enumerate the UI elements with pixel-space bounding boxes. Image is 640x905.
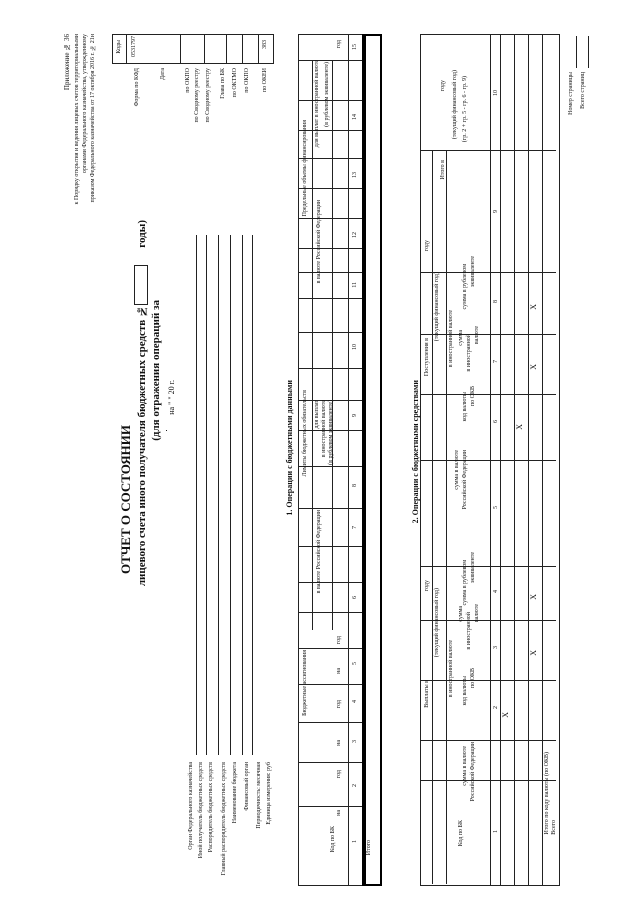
org-field-periodicity: Периодичность: месячная (256, 762, 262, 829)
s1-col-num-11: 11 (352, 282, 358, 288)
org-field-budget: Наименование бюджета (232, 762, 238, 824)
s2-receipts-1: Поступления в (424, 338, 430, 377)
s2-col-num-3: 3 (493, 646, 499, 649)
s2-fx-code-r-2: по ОКВ (470, 386, 476, 407)
s2-total-col-3: (текущий финансовый год) (452, 70, 458, 140)
s2-fx-code-r-1: код валюты (462, 392, 468, 422)
s1-col-num-4: 4 (352, 700, 358, 703)
s2-cross-4: X (515, 424, 524, 430)
s2-fx-header-r: в иностранной валюте (448, 310, 454, 368)
s2-payments-3: (текущий финансовый год) (434, 588, 440, 658)
s1-col-num-1: 1 (352, 840, 358, 843)
org-field-unit: Единица измерения: руб (266, 762, 272, 825)
okpo2-label: по ОКПО (244, 68, 250, 93)
s2-fx-sum-r-3: валюте (474, 326, 480, 345)
s1-total-label: Итого (366, 840, 372, 856)
s1-assignments-header: Бюджетные ассигнования (302, 650, 308, 716)
s2-fx-header: в иностранной валюте (448, 640, 454, 698)
s1-col-num-3: 3 (352, 740, 358, 743)
s2-col-num-10: 10 (493, 90, 499, 96)
consolidated-register-label-1: по Сводному реестру (194, 68, 200, 123)
s2-fx-sum-2: в иностранной (466, 612, 472, 650)
s2-col-num-7: 7 (493, 360, 499, 363)
s2-total-col-4: (гр. 2 + гр. 5 - гр. 6 - гр. 9) (462, 76, 468, 143)
s2-fx-code-2: по ОКВ (470, 668, 476, 689)
report-period: (для отражения операций за (150, 300, 162, 441)
okpo-label: по ОКПО (185, 68, 191, 93)
s2-cross-2: X (529, 650, 538, 656)
s1-limits-fx-1: для выплат (314, 400, 320, 429)
s2-fx-sum-r-2: в иностранной (466, 334, 472, 372)
s2-payments-2: году (424, 580, 430, 592)
s1-col-num-15: 15 (352, 44, 358, 50)
s2-rf-sum-r-2: Российской Федерации (462, 450, 468, 510)
codes-header: Коды (116, 40, 122, 54)
s2-rf-sum-r-1: сумма в валюте (454, 450, 460, 490)
s1-col-num-14: 14 (352, 114, 358, 120)
s2-payments-1: Выплаты в (424, 680, 430, 708)
pages-total-label: Всего страниц (580, 72, 586, 109)
s2-col-num-9: 9 (493, 210, 499, 213)
section2-title: 2. Операции с бюджетными средствами (411, 380, 420, 524)
report-subtitle: лицевого счета иного получателя бюджетных средств № (136, 305, 148, 587)
page-number-label: Номер страницы (568, 72, 574, 115)
date-label: Дата (160, 68, 166, 80)
report-title: ОТЧЕТ О СОСТОЯНИИ (118, 425, 133, 575)
s1-limits-header: Лимиты бюджетных обязательств (302, 390, 308, 477)
s2-cross-1: X (501, 712, 510, 718)
section1-total-row (364, 34, 382, 886)
s1-fin-header: Предельные объемы финансирования (302, 120, 308, 217)
s2-cross-6: X (529, 304, 538, 310)
account-number-box (134, 265, 148, 305)
order-reference-line1: к Порядку открытия и ведения лицевых счетов территориальными (74, 34, 80, 205)
s1-col-num-8: 8 (352, 484, 358, 487)
s1-col-code: Код по БК (330, 826, 336, 853)
s2-col-num-2: 2 (493, 706, 499, 709)
consolidated-register-label-2: по Сводному реестру (205, 68, 211, 123)
s1-year-word-3: год (336, 636, 342, 645)
s2-total-col-2: году (440, 80, 446, 92)
okei-code-value: 383 (262, 40, 268, 49)
s1-year-on-3: на (336, 668, 342, 674)
s1-col-num-9: 9 (352, 414, 358, 417)
s1-year-word: год (336, 770, 342, 779)
s2-total-col-1: Итого в (440, 160, 446, 180)
s2-col-code: Код по БК (458, 820, 464, 847)
org-field-main-distributor: Главный распорядитель бюджетных средств (221, 762, 227, 876)
order-reference-line3: приказом Федерального казначейства от 17 октября 2016 г. № 21н (90, 34, 96, 203)
s2-cross-5: X (529, 364, 538, 370)
s1-col-num-13: 13 (352, 172, 358, 178)
report-date: на " " 20 г. (167, 380, 176, 415)
s2-col-num-8: 8 (493, 300, 499, 303)
s2-fx-rub-r-1: сумма в рублевом (462, 264, 468, 310)
s1-fin-rf: в валюте Российской Федерации (316, 200, 322, 284)
s1-col-num-10: 10 (352, 344, 358, 350)
s2-fx-rub-2: эквиваленте (470, 552, 476, 584)
org-field-recipient: Иной получатель бюджетных средств (198, 762, 204, 859)
s1-col-num-6: 6 (352, 596, 358, 599)
s2-fx-rub-1: сумма в рублевом (462, 560, 468, 606)
section1-title: 1. Операции с бюджетными данными (285, 380, 294, 516)
form-code-value: 0531797 (131, 36, 137, 57)
org-field-fk: Орган Федерального казначейства (188, 762, 194, 850)
order-reference-line2: органами Федерального казначейства, утвержденному (82, 34, 88, 174)
s1-fin-fx-1: для выплат в иностранной валюте (314, 60, 320, 148)
s1-col-num-7: 7 (352, 526, 358, 529)
form-label: Форма по КФД (134, 68, 140, 107)
s1-year-on-2: на (336, 740, 342, 746)
appendix-number: Приложение № 36 (63, 34, 71, 91)
s2-fx-sum-1: сумма (458, 606, 464, 622)
s2-col-num-4: 4 (493, 590, 499, 593)
s2-total-by-currency: Итого по коду валюты (по ОКВ) (544, 752, 550, 835)
s2-col-num-5: 5 (493, 506, 499, 509)
s1-limits-rf: в валюте Российской Федерации (316, 510, 322, 594)
s1-limits-fx-2: в иностранной валюте (321, 400, 327, 458)
s2-fx-rub-r-2: эквиваленте (470, 256, 476, 288)
s2-col-num-1: 1 (493, 830, 499, 833)
s1-col-num-12: 12 (352, 232, 358, 238)
org-field-fin-body: Финансовый орган (244, 762, 250, 811)
s2-total-label: Всего (551, 820, 557, 835)
s1-fin-fx-2: (в рублевом эквиваленте) (324, 62, 330, 127)
s2-fx-code-1: код валюты (462, 676, 468, 706)
s2-rf-sum-2: Российской Федерации (470, 742, 476, 802)
s2-fx-sum-3: валюте (474, 604, 480, 623)
s1-year-word-2: год (336, 700, 342, 709)
s2-cross-3: X (529, 594, 538, 600)
okei-label: по ОКЕИ (262, 68, 268, 93)
s1-col-num-5: 5 (352, 662, 358, 665)
oktmo-label: по ОКТМО (232, 68, 238, 98)
s2-fx-sum-r-1: сумма (458, 330, 464, 346)
s2-receipts-3: (текущий финансовый год) (434, 272, 440, 342)
s1-limits-fx-3: (в рублевом эквиваленте) (328, 400, 334, 465)
chapter-label: Глава по БК (220, 68, 226, 99)
s2-receipts-2: году (424, 240, 430, 252)
org-field-distributor: Распорядитель бюджетных средств (208, 762, 214, 853)
s1-year-word-15: год (336, 40, 342, 49)
s1-year-on: на (336, 810, 342, 816)
s2-rf-sum-1: сумма в валюте (462, 746, 468, 786)
s2-col-num-6: 6 (493, 420, 499, 423)
report-subtitle-tail: годы) (136, 220, 148, 248)
s1-col-num-2: 2 (352, 784, 358, 787)
